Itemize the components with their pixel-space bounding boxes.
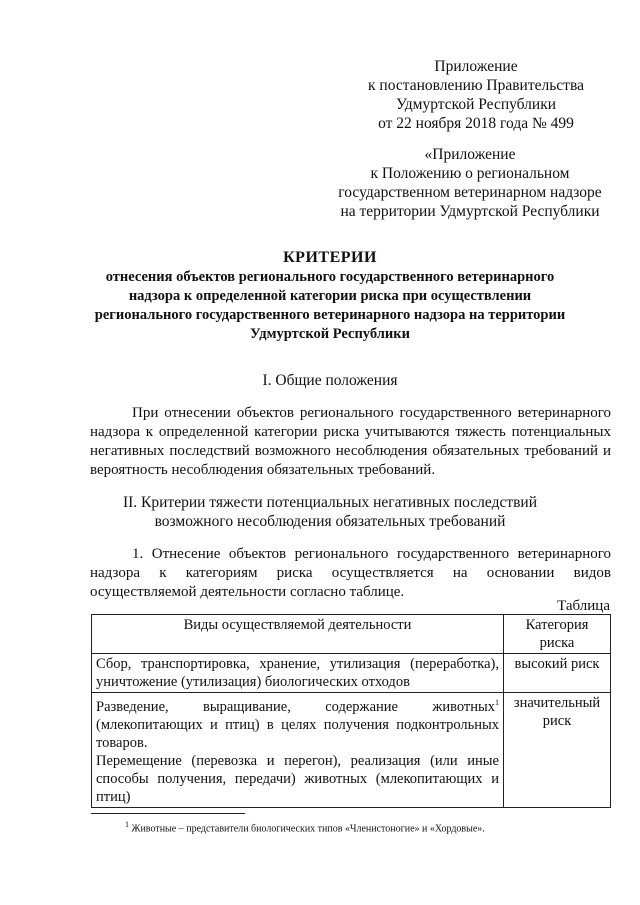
appendix-line: «Приложение bbox=[424, 146, 516, 163]
footnote bbox=[125, 820, 485, 834]
cell-text: Разведение, выращивание, содержание животных bbox=[96, 698, 495, 715]
table-header: Виды осуществляемой деятельности bbox=[92, 615, 504, 654]
cell-text: Перемещение (перевозка и перегон), реализация (или иные способы получения, передачи) животных (млекопитающих и птиц) bbox=[96, 752, 499, 805]
paragraph: 1. Отнесение объектов регионального государственного ветеринарного надзора к категориям риска осуществляется на основании видов осуществляемой деятельности согласно таблице. bbox=[90, 546, 611, 600]
appendix-block bbox=[360, 57, 592, 133]
appendix-line: Удмуртской Республики bbox=[395, 96, 557, 113]
table-cell bbox=[92, 693, 504, 808]
table-cell: Сбор, транспортировка, хранение, утилизация (переработка), уничтожение (утилизация) биологических отходов bbox=[92, 654, 504, 693]
appendix-line: от 22 ноября 2018 года № 499 bbox=[378, 115, 574, 132]
criteria-table bbox=[91, 614, 611, 808]
document-title: КРИТЕРИИ bbox=[283, 249, 377, 266]
section-heading: I. Общие положения bbox=[262, 372, 398, 389]
footnote-mark: 1 bbox=[125, 820, 129, 829]
appendix-line: к постановлению Правительства bbox=[368, 77, 584, 94]
table-header: Категория риска bbox=[504, 615, 611, 654]
cell-text: (млекопитающих и птиц) в целях получения подконтрольных товаров. bbox=[96, 716, 499, 751]
section-heading: II. Критерии тяжести потенциальных негативных последствий возможного несоблюдения обязательных требований bbox=[122, 494, 538, 530]
table-row bbox=[92, 654, 611, 693]
appendix-line: к Положению о региональном bbox=[370, 165, 570, 182]
footnote-text: Животные – представители биологических типов «Членистоногие» и «Хордовые». bbox=[129, 823, 485, 835]
table-label: Таблица bbox=[557, 598, 610, 614]
paragraph: При отнесении объектов регионального государственного ветеринарного надзора к определенной категории риска учитываются тяжесть потенциальных негативных последствий возможного несоблюдения обязательных требований и вероятность несоблюдения обязательных требований. bbox=[90, 405, 611, 478]
table-header-row bbox=[92, 615, 611, 654]
appendix-line: Приложение bbox=[434, 58, 518, 75]
footnote-mark: 1 bbox=[495, 698, 499, 707]
table-row bbox=[92, 693, 611, 808]
table-cell: значительный риск bbox=[504, 693, 611, 808]
table-cell: высокий риск bbox=[504, 654, 611, 693]
document-subtitle: отнесения объектов регионального государственного ветеринарного надзора к определенной категории риска при осуществлении регионального государственного ветеринарного надзора на территории Удмуртской Республики bbox=[94, 269, 566, 342]
footnote-divider bbox=[91, 813, 245, 814]
appendix-block-2 bbox=[335, 145, 605, 221]
appendix-line: на территории Удмуртской Республики bbox=[340, 203, 600, 220]
appendix-line: государственном ветеринарном надзоре bbox=[338, 184, 602, 201]
